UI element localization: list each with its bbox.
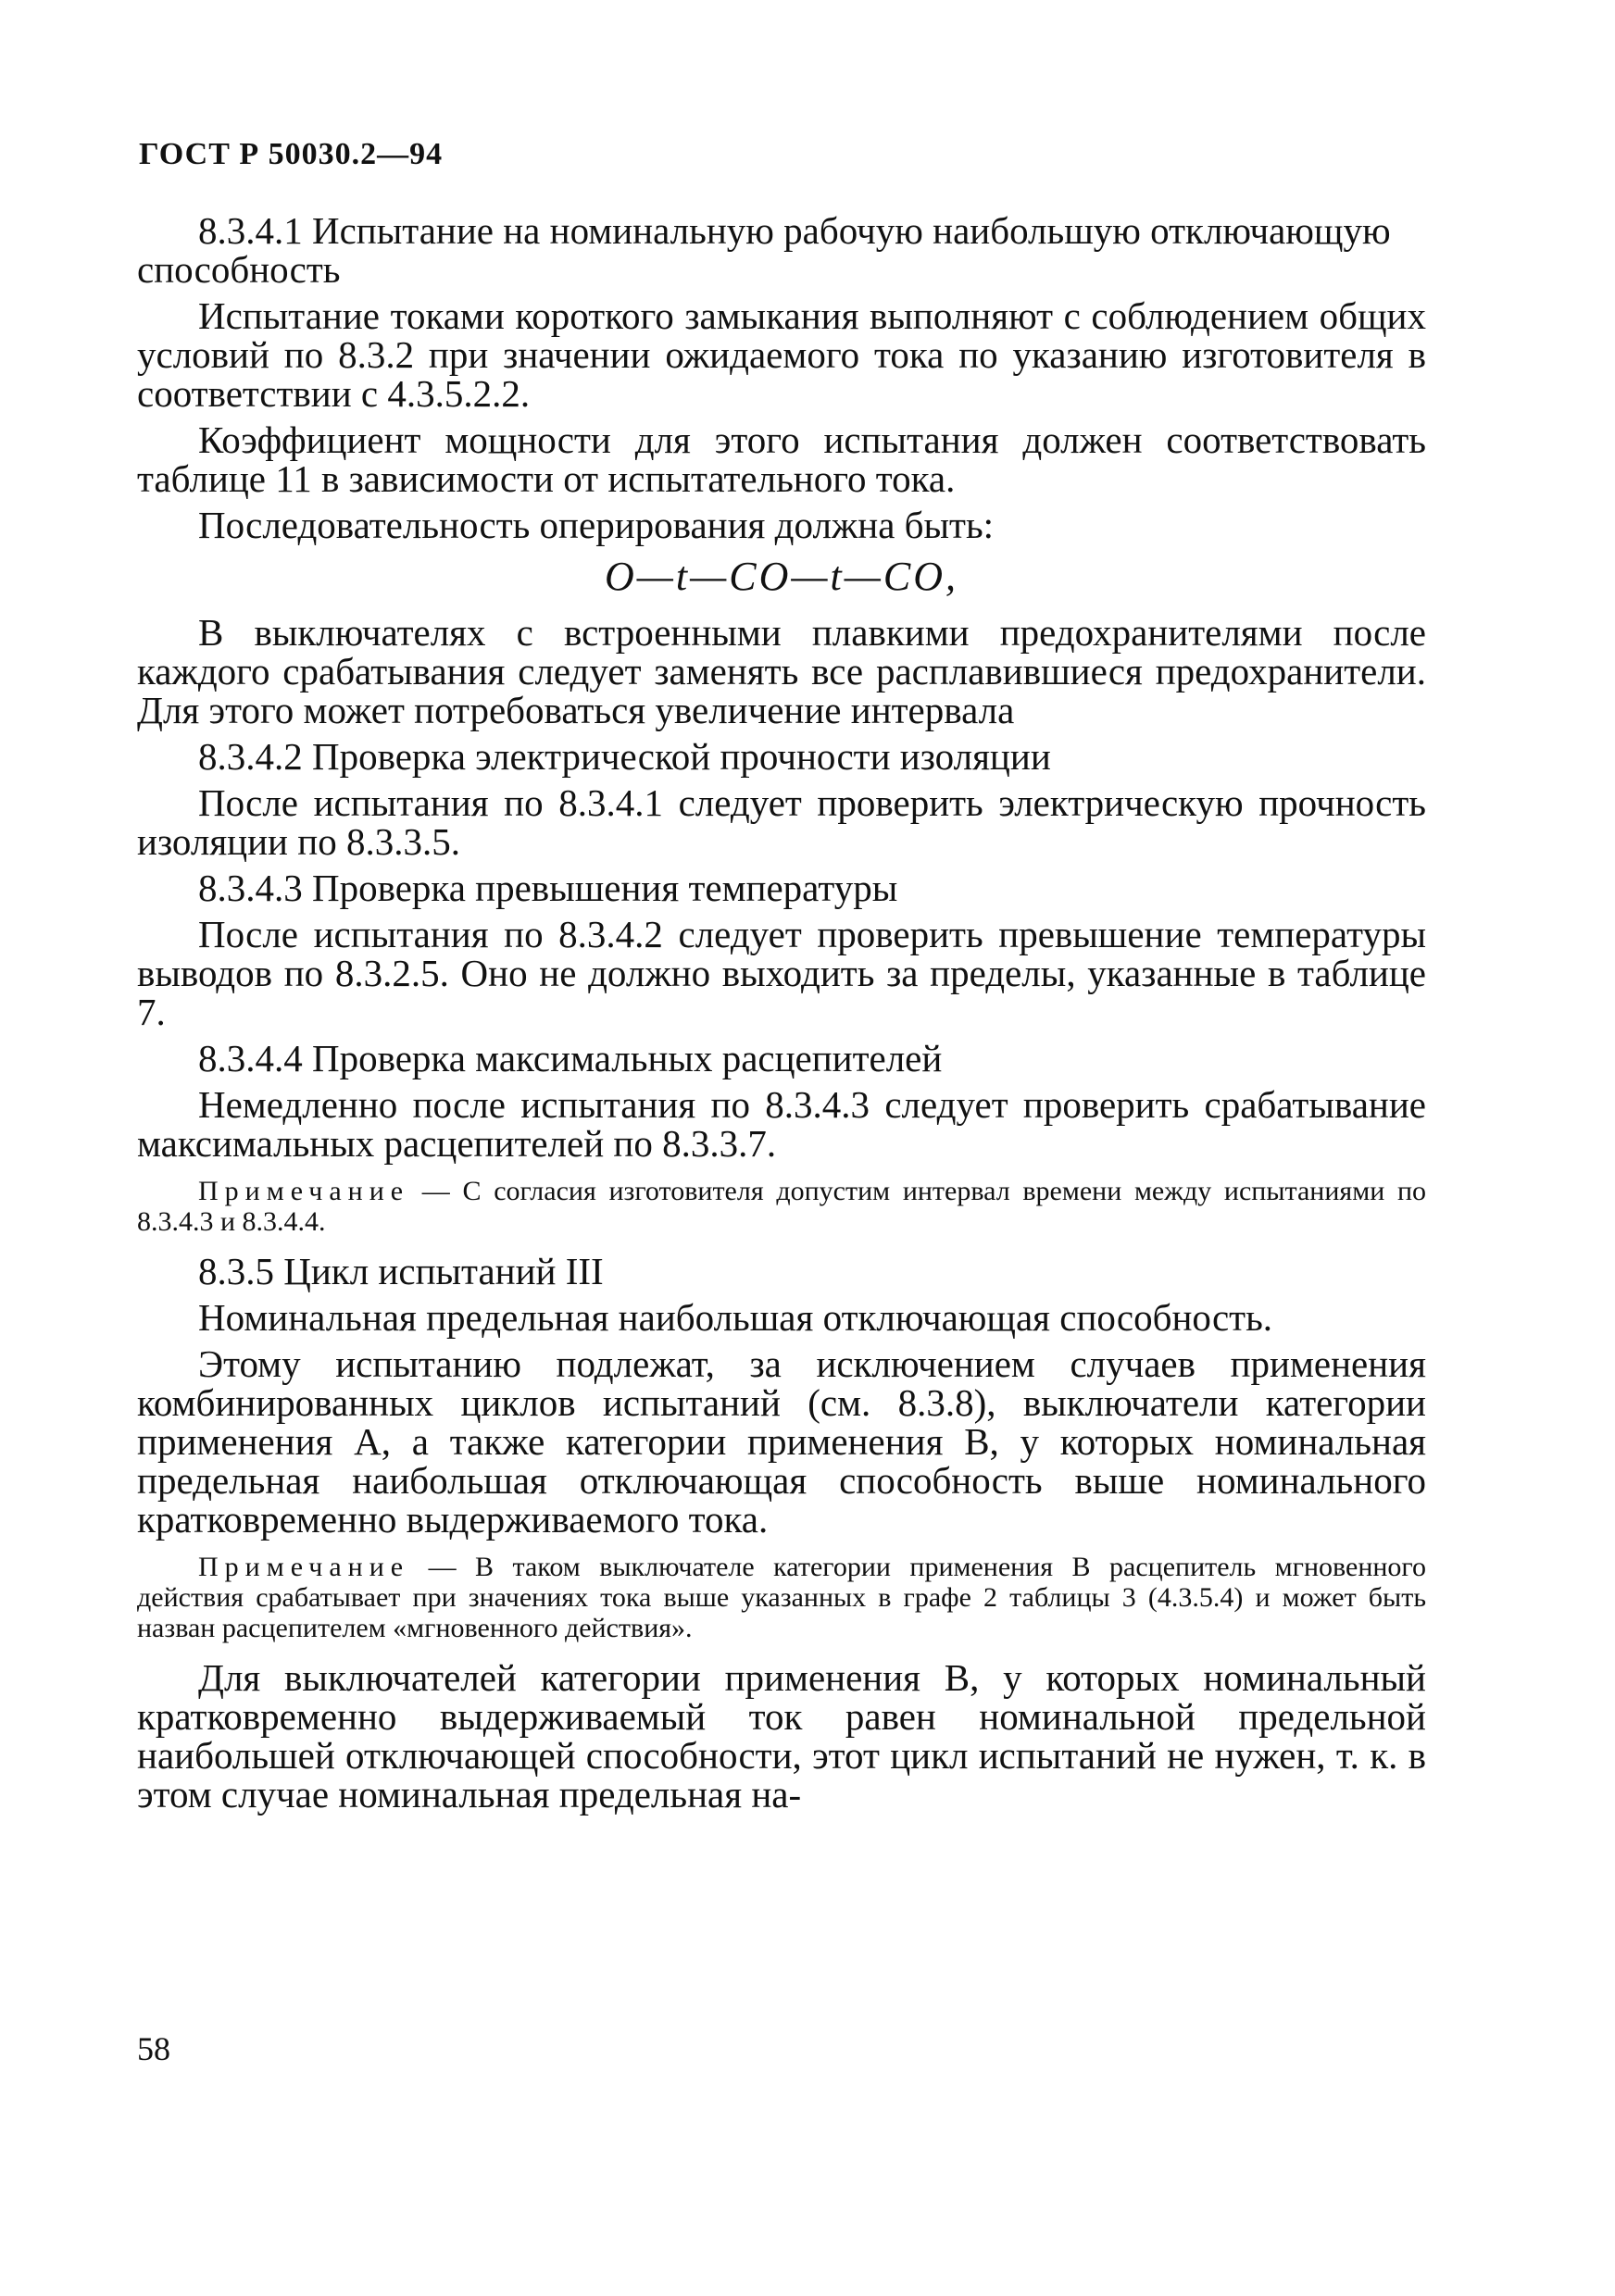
section-8-3-5-heading: 8.3.5 Цикл испытаний III <box>198 1250 604 1292</box>
note-text: — В таком выключателе категории применения В расцепитель мгновенного действия срабатывает при значениях тока выше указанных в графе 2 таблицы 3 (4.3.5.4) и может быть назван расцепителем «мгновенного действия». <box>137 1552 1426 1643</box>
section-8-3-4-2-heading: 8.3.4.2 Проверка электрической прочности изоляции <box>198 735 1051 778</box>
document-body <box>137 211 1426 1821</box>
section-8-3-4-4-heading: 8.3.4.4 Проверка максимальных расцепителей <box>198 1037 943 1079</box>
section-8-3-4-1-heading: 8.3.4.1 Испытание на номинальную рабочую наибольшую отключающую способность <box>137 209 1391 291</box>
paragraph: Для выключателей категории применения В, у которых номинальный кратковременно выдерживаемый ток равен номинальной предельной наибольшей отключающей способности, этот цикл испытаний не нужен, т. к. в этом случае номинальная предельная на- <box>137 1656 1426 1816</box>
operation-sequence-formula: O—t—CO—t—CO, <box>605 554 958 599</box>
paragraph: В выключателях с встроенными плавкими предохранителями после каждого срабатывания следует заменять все расплавившиеся предохранители. Для этого может потребоваться увеличение интервала <box>137 611 1426 731</box>
paragraph: Испытание токами короткого замыкания выполняют с соблюдением общих условий по 8.3.2 при значении ожидаемого тока по указанию изготовителя в соответствии с 4.3.5.2.2. <box>137 294 1426 415</box>
note-label: Примечание <box>198 1176 410 1206</box>
paragraph: Последовательность оперирования должна быть: <box>198 504 995 546</box>
note-label: Примечание <box>198 1552 410 1582</box>
note-2 <box>137 1552 1426 1643</box>
standard-header: ГОСТ Р 50030.2—94 <box>139 137 444 171</box>
note-1 <box>137 1176 1426 1237</box>
paragraph: Немедленно после испытания по 8.3.4.3 следует проверить срабатывание максимальных расцепителей по 8.3.3.7. <box>137 1083 1426 1165</box>
paragraph: Этому испытанию подлежат, за исключением случаев применения комбинированных циклов испытаний (см. 8.3.8), выключатели категории применения А, а также категории применения В, у которых номинальная предельная наибольшая отключающая способность выше номинального кратковременно выдерживаемого тока. <box>137 1342 1426 1541</box>
paragraph: После испытания по 8.3.4.1 следует проверить электрическую прочность изоляции по 8.3.3.5. <box>137 781 1426 863</box>
paragraph: После испытания по 8.3.4.2 следует проверить превышение температуры выводов по 8.3.2.5. Оно не должно выходить за пределы, указанные в таблице 7. <box>137 913 1426 1033</box>
paragraph: Коэффициент мощности для этого испытания должен соответствовать таблице 11 в зависимости от испытательного тока. <box>137 418 1426 500</box>
note-text: — С согласия изготовителя допустим интервал времени между испытаниями по 8.3.4.3 и 8.3.4.4. <box>137 1176 1426 1237</box>
page-number: 58 <box>137 2030 170 2067</box>
section-8-3-4-3-heading: 8.3.4.3 Проверка превышения температуры <box>198 867 898 909</box>
paragraph: Номинальная предельная наибольшая отключающая способность. <box>198 1296 1273 1339</box>
